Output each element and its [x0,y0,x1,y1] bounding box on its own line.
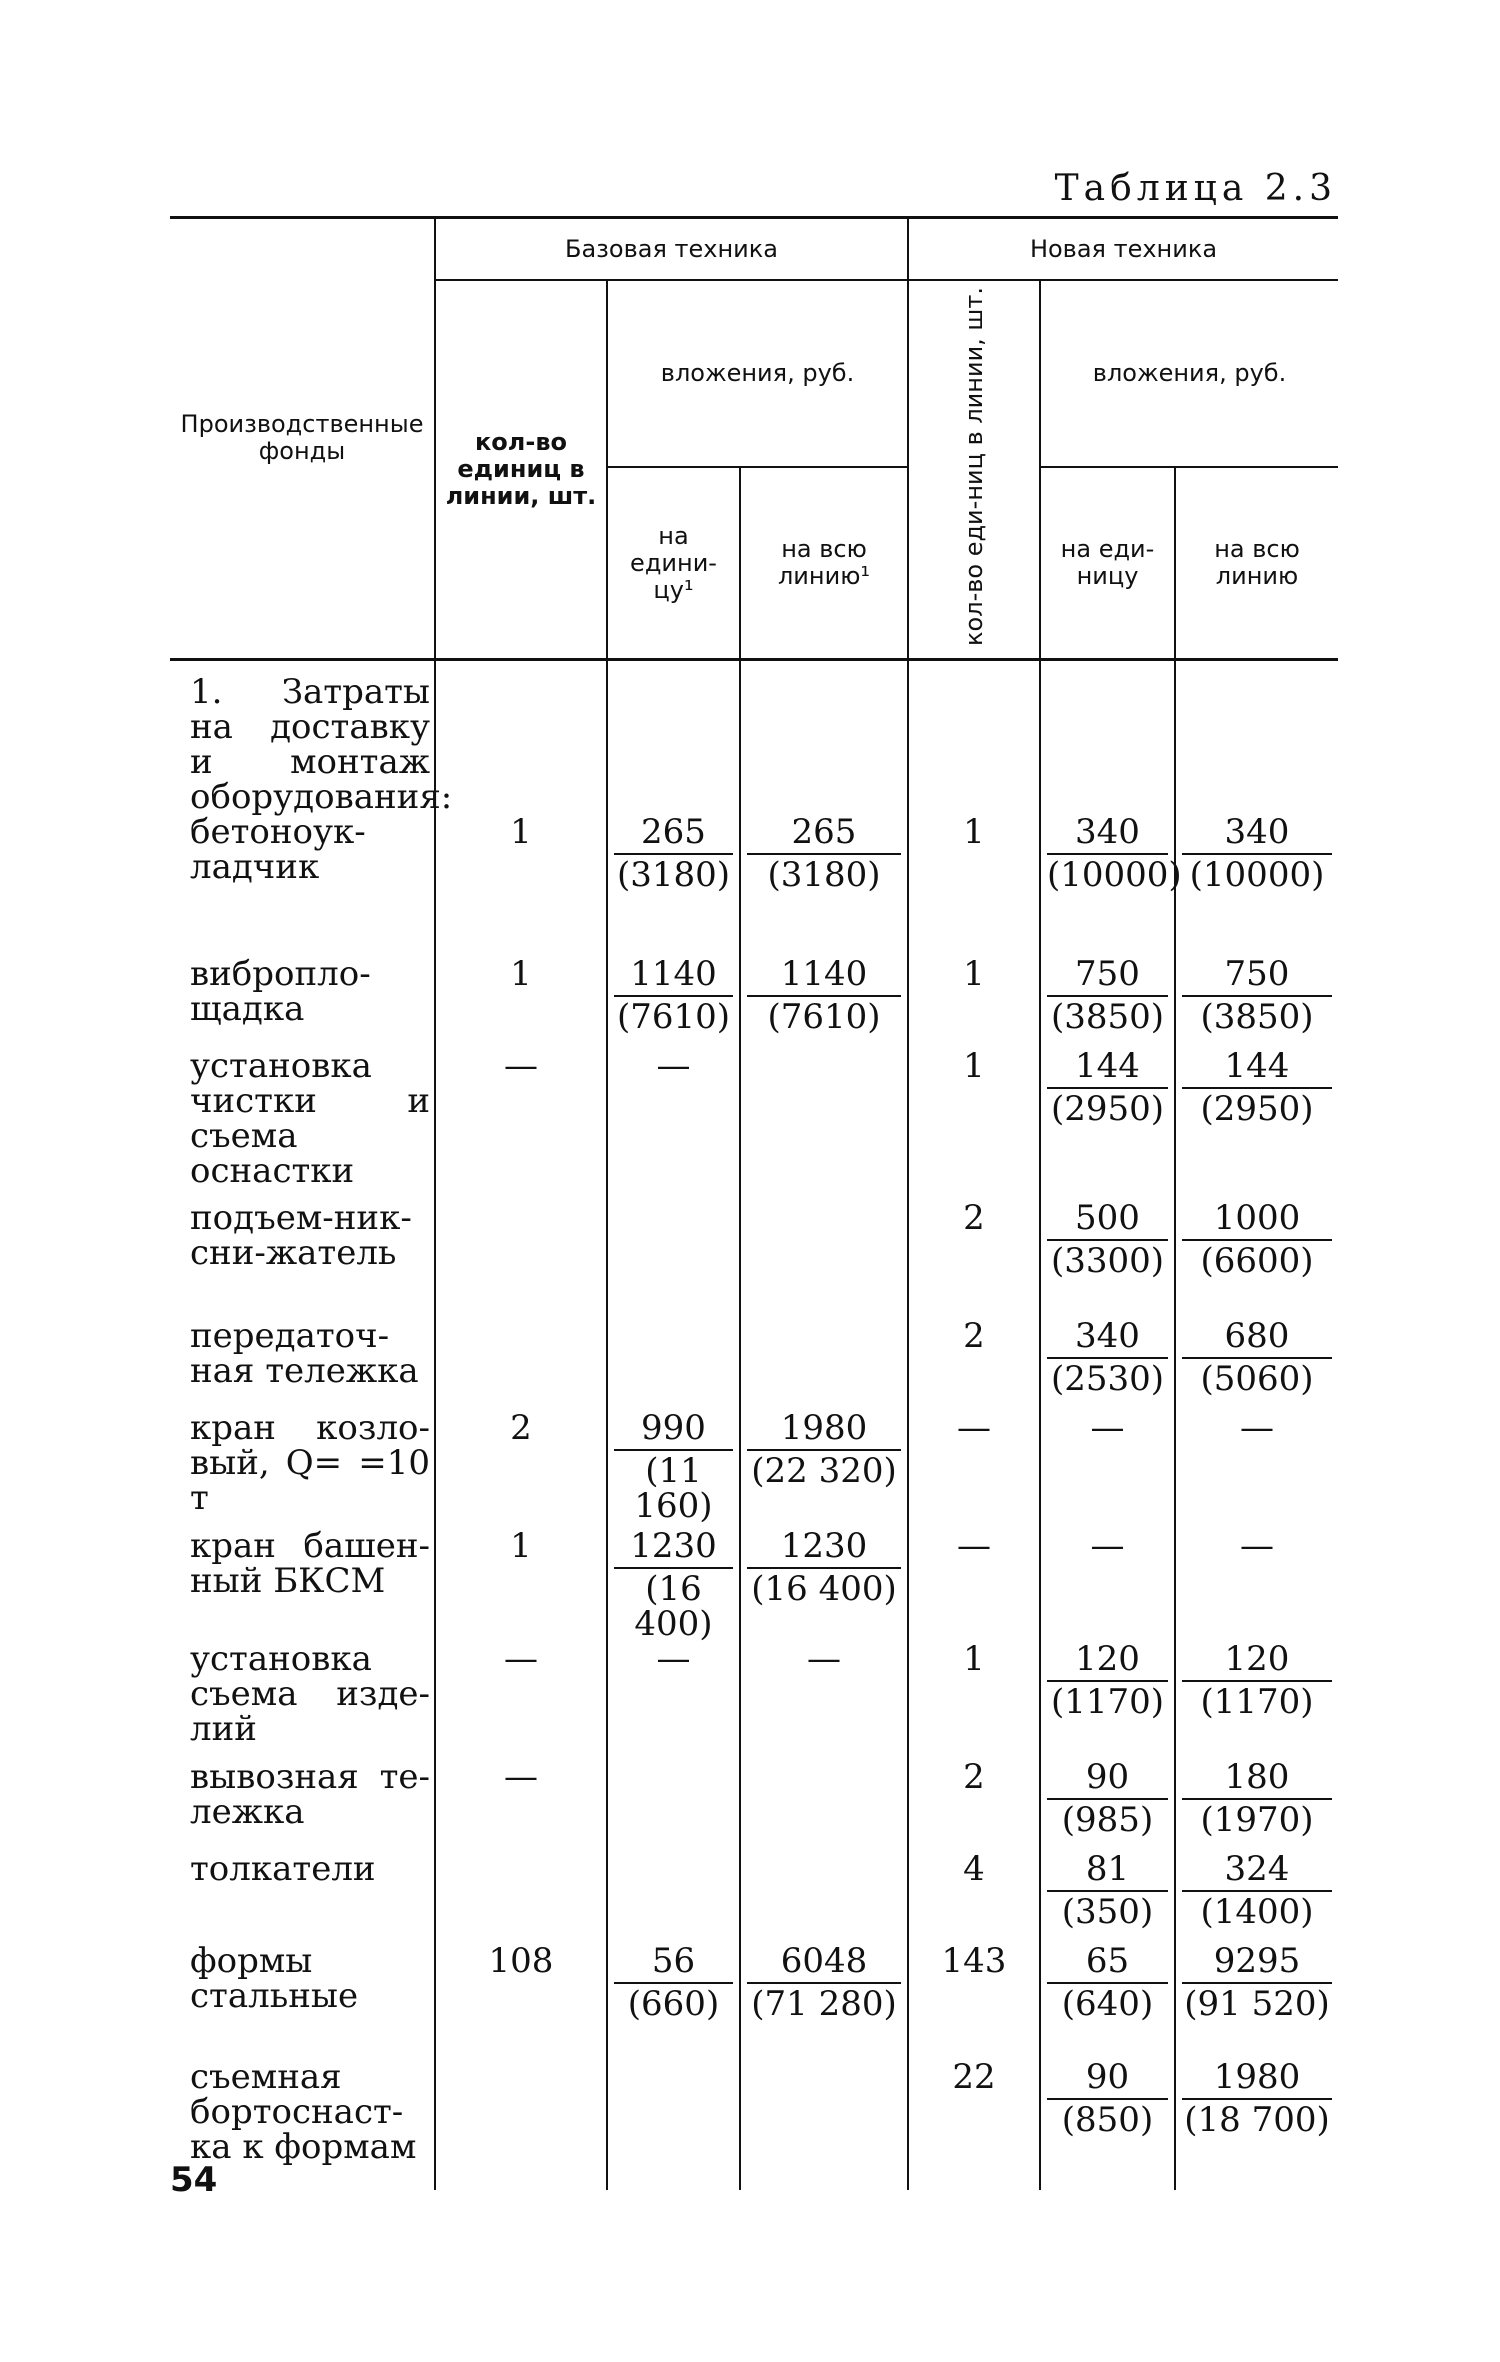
table-row [170,957,1338,1049]
cell-new-unit [1040,1848,1175,1944]
cost-value: 1140 [614,957,733,997]
header-production-funds: Производственные фонды [170,218,435,660]
cell-base-unit [607,1760,740,1852]
cost-value: 990 [614,1411,733,1451]
cell-new-line [1175,953,1338,1049]
fund-name: вывозная те-лежка [190,1756,430,1832]
fund-name-cell [170,811,435,957]
table-row [170,1411,1338,1529]
fraction-value [1182,2056,1332,2140]
header-base-investments: вложения, руб. [607,280,908,467]
cell-value: 2 [510,1407,532,1448]
cost-value: 1980 [1182,2060,1332,2100]
cell-value: — [1240,1525,1274,1566]
cell-base-unit [607,1201,740,1319]
cell-new-line [1175,811,1338,957]
cell-base-line [740,953,908,1049]
cell-base-qty [435,811,607,957]
fund-name-cell [170,1940,435,2060]
cell-base-line [740,1760,908,1852]
equipment-price-value: (10000) [1047,854,1182,895]
equipment-price-value: (850) [1061,2099,1154,2140]
cell-base-unit [607,1852,740,1944]
fraction-value [1182,1848,1332,1932]
fraction-value [1047,1940,1168,2024]
fraction-value [747,1525,901,1609]
fraction-value [747,1940,901,2024]
cell-base-unit [607,1407,740,1529]
equipment-price-value: (640) [1061,1983,1154,2024]
cost-value: 1000 [1182,1201,1332,1241]
cell-value: — [656,1638,691,1679]
cell-new-line [1175,1045,1338,1201]
cell-new-qty [908,1407,1040,1529]
cell-new-qty [908,1045,1040,1201]
equipment-price-value: (660) [627,1983,720,2024]
fraction-value [1047,1315,1168,1399]
fund-name: виброплo-щадка [190,953,371,1029]
cell-base-line [740,1049,908,1201]
header-base-technology: Базовая техника [435,218,908,281]
cell-new-unit [1040,1638,1175,1760]
fraction-value [1047,1848,1168,1932]
fund-name: кран башен-ный БКСМ [190,1525,430,1601]
cell-new-unit [1040,811,1182,957]
table-row [170,2060,1338,2190]
cell-value: — [656,1045,691,1086]
cell-value: 108 [488,1940,554,1981]
equipment-price-value: (6600) [1200,1240,1314,1281]
fund-name-cell [170,953,435,1049]
equipment-price-value: (3180) [616,854,731,895]
fraction-value [747,1407,901,1491]
cell-base-qty [435,953,607,1049]
table-row [170,1852,1338,1944]
fraction-value [1047,2056,1168,2140]
cost-value: 81 [1047,1852,1168,1892]
table-row [170,1049,1338,1201]
cost-value: 265 [747,815,901,855]
table-row [170,1760,1338,1852]
table-row [170,1944,1338,2060]
cell-base-qty [435,1201,607,1319]
fraction-value [1047,1756,1168,1840]
cell-new-line [1175,1756,1338,1852]
equipment-price-value: (3180) [767,854,881,895]
cost-value: 340 [1182,815,1332,855]
cell-value: — [1240,1407,1274,1448]
equipment-price-value: (18 700) [1184,2099,1330,2140]
fraction-value [1182,1756,1332,1840]
funds-table [170,216,1338,2190]
cost-value: 9295 [1182,1944,1332,1984]
cell-value: 1 [510,953,532,994]
fund-name: съемная бортоснаст-ка к формам [190,2056,417,2167]
table-caption: Таблица 2.3 [1054,168,1337,209]
cell-new-line [1175,2056,1338,2190]
cell-new-unit [1040,1315,1175,1411]
cell-base-qty [435,1407,607,1529]
cost-value: 180 [1182,1760,1332,1800]
fund-name-cell [170,1525,435,1642]
fraction-value [614,1940,733,2024]
cost-value: 340 [1047,1319,1168,1359]
fund-name-cell [170,1315,435,1411]
cell-base-qty [435,1638,607,1760]
equipment-price-value: (985) [1061,1799,1154,1840]
fund-name-cell [170,1045,435,1201]
cell-value: 2 [963,1756,985,1797]
cost-value: 144 [1047,1049,1168,1089]
fraction-value [614,1525,733,1644]
cell-value: 4 [963,1848,985,1889]
cost-value: 750 [1047,957,1168,997]
fraction-value [1182,1315,1332,1399]
cost-value: 90 [1047,1760,1168,1800]
equipment-price-value: (7610) [767,996,881,1037]
equipment-price-value: (2530) [1050,1358,1165,1399]
cell-value: — [1090,1525,1125,1566]
fund-name: подъем-ник-сни-жатель [190,1197,412,1273]
fraction-value [614,953,733,1037]
fraction-value [747,811,901,895]
cell-value: 1 [963,953,985,994]
fund-name: толкатели [190,1848,376,1889]
cell-value: — [1090,1407,1125,1448]
cost-value: 65 [1047,1944,1168,1984]
cell-base-line [740,811,908,957]
cell-base-qty [435,1319,607,1411]
fraction-value [614,811,733,895]
fraction-value [1047,953,1168,1037]
cost-value: 324 [1182,1852,1332,1892]
cell-base-qty [435,2060,607,2190]
cost-value: 750 [1182,957,1332,997]
equipment-price-value: (5060) [1200,1358,1314,1399]
fund-name: кран козло-вый, Q= =10 т [190,1407,430,1518]
cell-value: 1 [963,811,985,852]
section-row [170,659,1338,815]
header-new-per-line: на всю линию [1175,467,1338,659]
cell-new-unit [1040,1525,1175,1642]
equipment-price-value: (3850) [1050,996,1165,1037]
equipment-price-value: (3850) [1200,996,1314,1037]
cost-value: 500 [1047,1201,1168,1241]
header-new-per-unit: на еди-ницу [1040,467,1175,659]
cell-new-qty [908,1638,1040,1760]
fund-name-cell [170,1638,435,1760]
cell-new-qty [908,1525,1040,1642]
equipment-price-value: (22 320) [751,1450,897,1491]
cost-value: 1980 [747,1411,901,1451]
cell-base-unit [607,1045,740,1201]
cost-value: 265 [614,815,733,855]
cell-base-line [740,1638,908,1760]
header-base-qty: кол-во единиц в линии, шт. [435,280,607,659]
cell-value: 1 [963,1045,985,1086]
cost-value: 120 [1047,1642,1168,1682]
cost-value: 1230 [747,1529,901,1569]
equipment-price-value: (2950) [1050,1088,1165,1129]
cell-new-unit [1040,1407,1175,1529]
equipment-price-value: (1970) [1200,1799,1314,1840]
cell-base-unit [607,953,740,1049]
cost-value: 6048 [747,1944,901,1984]
cell-base-line [740,2060,908,2190]
fund-name-cell [170,1848,435,1944]
cell-new-unit [1040,1940,1175,2060]
cost-value: 1140 [747,957,901,997]
fraction-value [747,953,901,1037]
cell-base-line [740,1940,908,2060]
cell-value: — [957,1525,991,1566]
cell-value: — [504,1045,538,1086]
section-title: 1. Затраты на доставку и монтаж оборудования: [190,671,453,817]
fund-name: передаточ-ная тележка [190,1315,419,1391]
cell-new-line [1175,1940,1338,2060]
cell-base-qty [435,1525,607,1642]
cell-base-unit [607,811,740,957]
cell-base-qty [435,1940,607,2060]
cell-new-unit [1040,1756,1175,1852]
fraction-value [1047,1045,1168,1129]
cell-new-unit [1040,1197,1175,1319]
table-row [170,1642,1338,1760]
equipment-price-value: (16 400) [751,1568,897,1609]
equipment-price-value: (11 160) [634,1450,713,1526]
fraction-value [1182,1045,1332,1129]
page-number: 54 [170,2160,218,2200]
equipment-price-value: (2950) [1200,1088,1314,1129]
cell-base-unit [607,1525,740,1644]
cell-new-qty [908,811,1040,957]
table-row [170,815,1338,957]
cell-base-unit [607,1940,740,2060]
cell-value: 2 [963,1315,985,1356]
cell-new-unit [1040,2056,1175,2190]
cell-new-line [1175,1315,1338,1411]
fund-name-cell [170,1197,435,1319]
header-base-per-line: на всю линию¹ [740,467,908,659]
header-new-qty: кол-во еди-ниц в линии, шт. [908,280,1040,659]
cell-value: 2 [963,1197,985,1238]
cell-new-line [1175,1638,1338,1760]
fund-name-cell [170,1756,435,1852]
cell-new-qty [908,2056,1040,2190]
equipment-price-value: (16 400) [634,1568,713,1644]
cell-new-qty [908,1940,1040,2060]
equipment-price-value: (71 280) [751,1983,897,2024]
cost-value: 120 [1182,1642,1332,1682]
fund-name: бетоноук-ладчик [190,811,366,887]
equipment-price-value: (7610) [616,996,731,1037]
fraction-value [614,1407,733,1526]
cell-base-qty [435,1045,607,1201]
header-new-technology: Новая техника [908,218,1338,281]
equipment-price-value: (350) [1061,1891,1154,1932]
cell-new-qty [908,1315,1040,1411]
cell-base-unit [607,1638,740,1760]
cell-new-unit [1040,953,1175,1049]
cost-value: 56 [614,1944,733,1984]
equipment-price-value: (10000) [1189,854,1325,895]
cost-value: 144 [1182,1049,1332,1089]
equipment-price-value: (1170) [1050,1681,1165,1722]
cell-new-qty [908,1756,1040,1852]
fraction-value [1047,811,1182,895]
fund-name: формы стальные [190,1940,359,2016]
cell-base-line [740,1201,908,1319]
cell-new-line [1175,1525,1338,1642]
fund-name-cell [170,1407,435,1529]
cell-new-qty [908,1848,1040,1944]
cell-new-line [1175,1848,1338,1944]
fraction-value [1182,1940,1332,2024]
cell-value: — [957,1407,991,1448]
cell-value: 1 [510,1525,532,1566]
cell-value: 22 [952,2056,996,2097]
fund-name: установка чистки и съема оснастки [190,1045,430,1191]
header-new-investments: вложения, руб. [1040,280,1338,467]
table-row [170,1201,1338,1319]
cell-value: 1 [963,1638,985,1679]
cell-base-qty [435,1756,607,1852]
cell-new-qty [908,1197,1040,1319]
cell-new-line [1175,1407,1338,1529]
fraction-value [1182,953,1332,1037]
cell-base-line [740,1852,908,1944]
cell-new-line [1175,1197,1338,1319]
fraction-value [1047,1197,1168,1281]
equipment-price-value: (91 520) [1184,1983,1330,2024]
cell-value: — [807,1638,841,1679]
header-base-per-unit: на едини-цу¹ [607,467,740,659]
fund-name: установка съема изде-лий [190,1638,430,1749]
cost-value: 340 [1047,815,1168,855]
equipment-price-value: (3300) [1050,1240,1165,1281]
cell-base-unit [607,1319,740,1411]
cell-base-line [740,1319,908,1411]
cell-value: 1 [510,811,532,852]
cost-value: 90 [1047,2060,1168,2100]
cell-value: — [504,1756,538,1797]
cell-value: 143 [941,1940,1007,1981]
cell-value: — [504,1638,538,1679]
equipment-price-value: (1170) [1200,1681,1314,1722]
cell-base-qty [435,1852,607,1944]
cell-new-qty [908,953,1040,1049]
table-row [170,1319,1338,1411]
table-row [170,1529,1338,1642]
cell-new-unit [1040,1045,1175,1201]
fraction-value [1182,1638,1332,1722]
cost-value: 1230 [614,1529,733,1569]
equipment-price-value: (1400) [1200,1891,1314,1932]
cost-value: 680 [1182,1319,1332,1359]
cell-base-line [740,1525,908,1642]
fraction-value [1182,1197,1332,1281]
fraction-value [1182,811,1332,895]
fraction-value [1047,1638,1168,1722]
cell-base-unit [607,2060,740,2190]
cell-base-line [740,1407,908,1529]
